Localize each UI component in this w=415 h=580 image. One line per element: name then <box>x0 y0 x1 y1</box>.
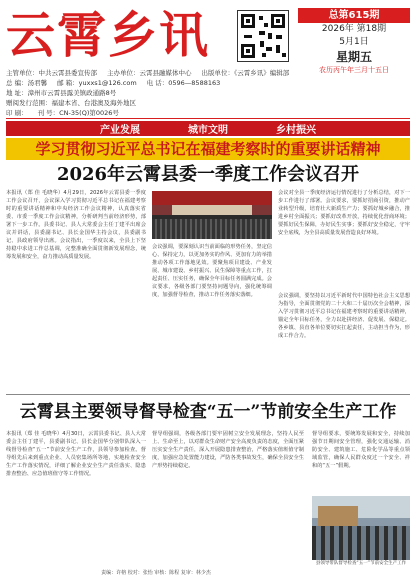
lead-column-4: 会议强调，要坚持以习近平新时代中国特色社会主义思想为指导，全面贯彻党的二十大和二十届历次全会精神，深入学习贯彻习近平总书记在福建考察时的重要讲话精神，锚定全年目标任务，全力以赴拼经济、促发展、保稳定。各乡镇、县直各单位要切实扛起责任，主动担当作为，形成工作合力。 <box>278 293 410 339</box>
second-headline: 云霄县主要领导督导检查“五一”节前安全生产工作 <box>19 402 397 422</box>
lead-column-3: 会议对全县一季度经济运行情况进行了分析总结，对下一步工作进行了部署。会议要求，要抓好招商引资，推动产业转型升级，培育壮大新质生产力；要抓好城乡融合，推进乡村全面振兴；要抓好改革开放，持续优化营商环境；要抓好民生保障，办好民生实事；要抓好安全稳定，守牢安全底线，为全县高质量发展营造良好环境。 <box>278 190 410 236</box>
qr-code-icon <box>237 10 289 62</box>
issue-total: 总第615期 <box>298 8 410 23</box>
second-column-1: 本报讯（郑 佳 毛晓华）4月30日，云霄县委书记、县人大常委会主任丁建平，县委副书记、县长金国华分别带队深入一线督导检查“五一”节前安全生产工作，县领导参加检查。督导组先后来到重点企业、人员密集场所等地，实地检查安全生产工作落实情况，详细了解企业安全生产责任落实、隐患排查整治、应急值班值守等工作情况。 <box>6 431 146 477</box>
lead-headline: 2026年云霄县委一季度工作会议召开 <box>56 164 360 185</box>
inspection-photo <box>312 496 410 560</box>
masthead-rule <box>6 118 410 119</box>
slogan-band <box>6 121 410 136</box>
info-phone: 电 话：0596—8588163 <box>146 79 221 87</box>
info-print: 印 刷： <box>6 109 28 117</box>
issue-weekday: 星期五 <box>335 50 372 64</box>
second-column-2: 督导组强调，各级各部门要牢固树立安全发展理念，坚持人民至上、生命至上，以对群众生命财产安全高度负责的态度，全面压紧压实安全生产责任，深入开展隐患排查整治，严格落实值班值守制度，加强应急处置能力建设，严防各类事故发生，确保全县安全生产形势持续稳定。 <box>152 431 304 469</box>
info-chief-editor: 总 编：汤君馨 <box>6 79 48 87</box>
meeting-photo <box>152 191 272 239</box>
info-host: 主办单位：云霄县融媒体中心 <box>107 69 192 77</box>
info-sponsor: 主管单位：中共云霄县委宣传部 <box>6 69 97 77</box>
slogan-item: 产业发展 <box>100 125 140 136</box>
issue-year: 2026年 第18期 <box>321 24 387 34</box>
info-address: 地 址：漳州市云霄县露美镇政通路8号 <box>6 89 117 97</box>
second-column-3: 督导组要求，要统筹发展和安全，持续加强节日期间安全管理，强化交通运输、消防安全、建筑施工、危险化学品等重点领域监管，确保人民群众度过一个安全、祥和的“五一”假期。 <box>312 431 410 469</box>
slogan-item: 城市文明 <box>188 125 228 136</box>
slogan-item: 乡村振兴 <box>276 125 316 136</box>
lead-column-1: 本报讯（郑 佳 毛晓华）4月29日，2026年云霄县委一季度工作会议召开，会议深入学习贯彻习近平总书记在福建考察时的重要讲话精神和中央经济工作会议精神，认真落实省委、市委一季度工作会议精神，分析研判当前经济形势，部署下一步工作。县委书记、县人大常委会主任丁建平出席会议并讲话，县委副书记、县长金国华主持会议，县委副书记、县政府领导出席。会议指出，一季度以来，全县上下坚持稳中求进工作总基调，完整准确全面贯彻新发展理念，统筹发展和安全，奋力推动高质量发展。 <box>6 190 146 260</box>
issue-info <box>298 8 410 75</box>
lead-column-2: 会议强调，要深刻认识当前面临的形势任务，坚定信心、保持定力，以更加务实的作风、更加有力的举措推动各项工作落地见效。要聚焦项目建设、产业发展、城市建设、乡村振兴、民生保障等重点工作，扛起责任、压实任务，确保全年目标任务圆满完成。会议要求，各级各部门要坚持问题导向，强化统筹调度，加强督导检查，推动工作任务落实落细。 <box>152 244 272 298</box>
publication-info <box>6 68 410 118</box>
info-gift: 赠阅发行范围：福建本省、台港澳及海外地区 <box>6 99 136 107</box>
info-email: 邮 箱：yuxxs1@126.com <box>57 79 137 87</box>
editor-credits: 责编：许榕 校对：张怡 审核：陈程 复审：林少杰 <box>101 570 211 576</box>
photo-caption: 县领导带队督导检查“五一”节前安全生产工作 <box>315 561 407 566</box>
banner-headline: 学习贯彻习近平总书记在福建考察时的重要讲话精神 <box>6 138 410 160</box>
info-publisher: 出版单位：《云霄乡讯》编辑部 <box>201 69 290 77</box>
issue-lunar-date: 农历丙午年三月十五日 <box>319 66 389 74</box>
newspaper-title: 云霄乡讯 <box>6 6 211 64</box>
info-cn: 刊 号：CN-35(Q)第0026号 <box>37 109 119 117</box>
issue-date: 5月1日 <box>339 37 369 47</box>
section-divider <box>6 394 410 395</box>
